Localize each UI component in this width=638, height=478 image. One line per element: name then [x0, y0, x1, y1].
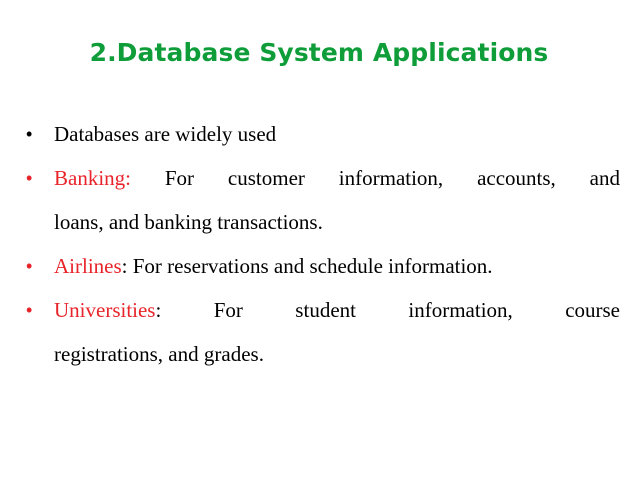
bullet-item-databases — [26, 112, 620, 156]
bullet-line — [54, 156, 620, 200]
bullet-dot-icon: • — [26, 300, 33, 320]
bullet-dot-icon: • — [26, 256, 33, 276]
bullet-text-continued: loans, and banking transactions. — [54, 210, 323, 234]
bullet-text: : For student information, course — [155, 298, 620, 322]
bullet-text-continued: registrations, and grades. — [54, 342, 264, 366]
bullet-list — [26, 112, 620, 376]
bullet-keyword: Banking: — [54, 166, 131, 190]
bullet-text: For customer information, accounts, and — [131, 166, 620, 190]
slide-title: 2.Database System Applications — [89, 38, 549, 67]
bullet-text: Databases are widely used — [54, 122, 277, 146]
bullet-item-universities — [26, 288, 620, 376]
bullet-dot-icon: • — [26, 124, 33, 144]
bullet-item-airlines — [26, 244, 620, 288]
bullet-keyword: Universities — [54, 298, 156, 322]
bullet-keyword: Airlines — [54, 254, 122, 278]
bullet-item-banking — [26, 156, 620, 244]
bullet-dot-icon: • — [26, 168, 33, 188]
bullet-line — [54, 288, 620, 332]
bullet-line — [54, 244, 620, 288]
bullet-text: : For reservations and schedule information. — [121, 254, 493, 278]
